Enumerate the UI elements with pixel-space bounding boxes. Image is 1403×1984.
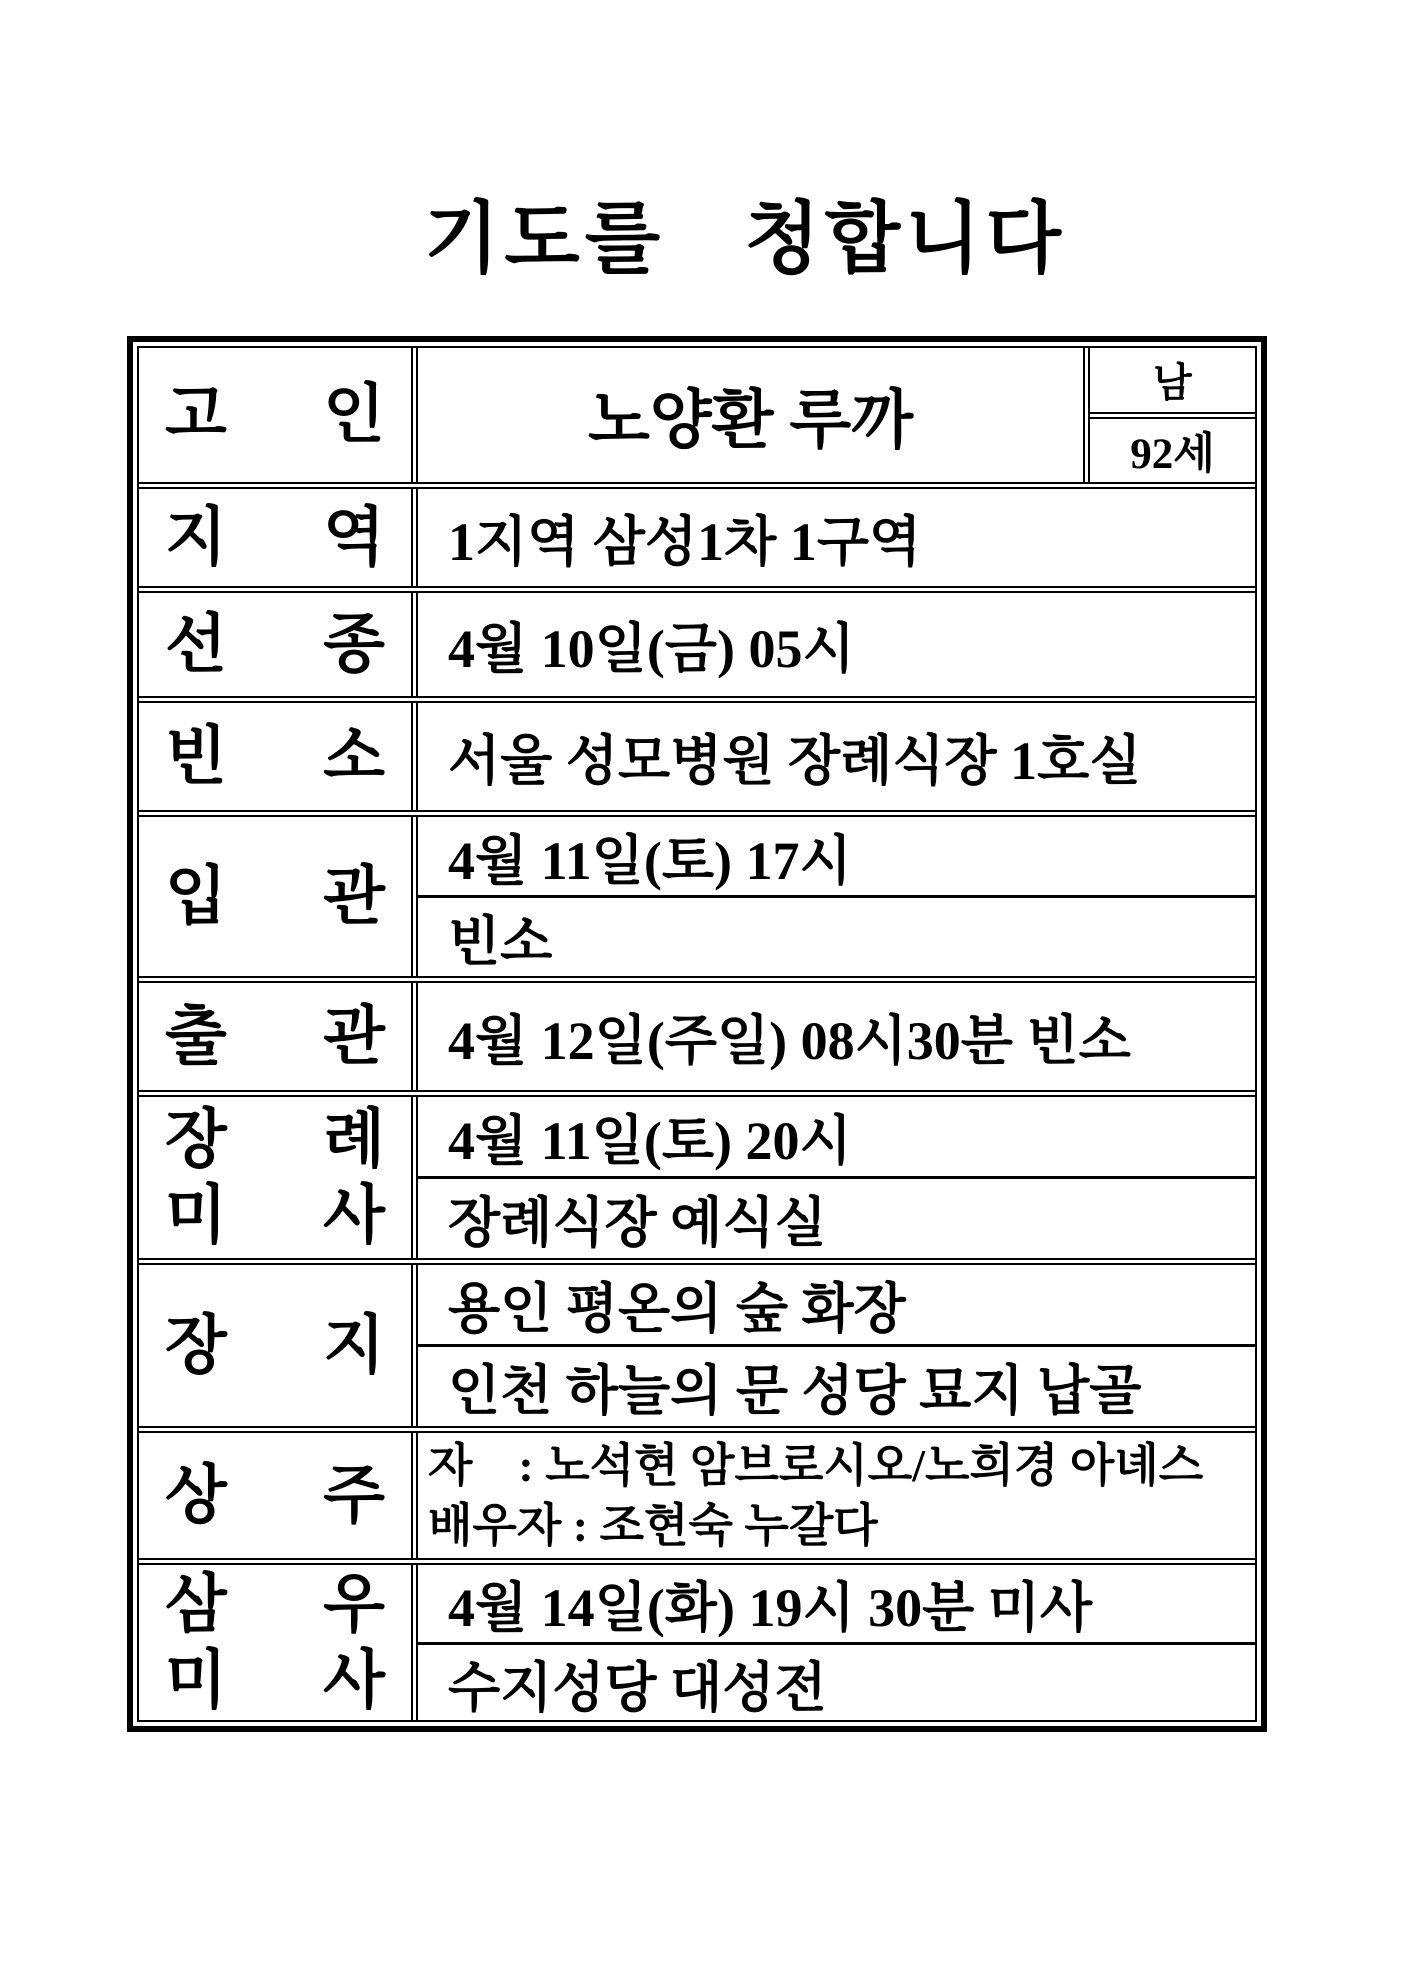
label-char: 고	[165, 379, 227, 451]
funeral-mass-label-line1	[165, 1104, 385, 1176]
burial-site-values	[418, 1265, 1255, 1426]
funeral-mass-label-line2	[165, 1179, 385, 1251]
row-third-day-mass	[139, 1558, 1255, 1720]
mourners-label	[165, 1459, 385, 1531]
label-char: 빈	[165, 720, 227, 792]
label-char: 선	[165, 608, 227, 680]
row-death	[139, 586, 1255, 696]
row-funeral-mass	[139, 1090, 1255, 1258]
third-day-mass-label-line2	[165, 1644, 385, 1716]
deceased-name: 노양환 루까	[587, 385, 914, 456]
deceased-gender: 남	[1153, 360, 1192, 406]
burial-site-label-cell	[139, 1265, 418, 1426]
label-char: 소	[323, 720, 385, 792]
notice-table	[137, 346, 1257, 1722]
label-char: 역	[323, 501, 385, 573]
notice-table-frame	[127, 336, 1267, 1732]
procession-value: 4월 12일(주일) 08시30분 빈소	[448, 1011, 1131, 1071]
label-char: 삼	[165, 1569, 227, 1641]
label-char: 장	[165, 1309, 227, 1381]
deceased-age: 92세	[1090, 412, 1255, 483]
label-char: 종	[323, 608, 385, 680]
encoffin-time: 4월 11일(토) 17시	[448, 830, 852, 891]
third-day-mass-place: 수지성당 대성전	[418, 1642, 1255, 1722]
third-day-mass-label-line1	[165, 1569, 385, 1641]
label-char: 례	[323, 1104, 385, 1176]
encoffin-label-cell	[139, 817, 418, 976]
mourners-value-cell	[418, 1433, 1255, 1558]
mourners-spouse: 배우자 : 조현숙 누갈다	[428, 1499, 878, 1551]
mortuary-label	[165, 720, 385, 792]
label-char: 우	[323, 1569, 385, 1641]
row-mortuary	[139, 696, 1255, 810]
label-char: 출	[165, 1000, 227, 1072]
burial-site-ossuary: 인천 하늘의 문 성당 묘지 납골	[418, 1344, 1255, 1426]
label-char: 상	[165, 1459, 227, 1531]
deceased-label-cell	[139, 348, 418, 482]
funeral-mass-place: 장례식장 예식실	[418, 1176, 1255, 1258]
third-day-mass-values	[418, 1565, 1255, 1720]
procession-label	[165, 1000, 385, 1072]
label-char: 사	[323, 1179, 385, 1251]
encoffin-label	[165, 860, 385, 932]
row-procession	[139, 976, 1255, 1090]
region-label	[165, 501, 385, 573]
deceased-label	[165, 379, 385, 451]
label-char: 주	[323, 1459, 385, 1531]
procession-label-cell	[139, 983, 418, 1090]
row-deceased	[139, 348, 1255, 482]
label-char: 미	[165, 1179, 227, 1251]
region-value: 1지역 삼성1차 1구역	[448, 512, 922, 572]
third-day-mass-time: 4월 14일(화) 19시 30분 미사	[448, 1578, 1093, 1638]
third-day-mass-label-cell	[139, 1565, 418, 1720]
label-char: 미	[165, 1644, 227, 1716]
encoffin-values	[418, 817, 1255, 976]
mortuary-label-cell	[139, 703, 418, 810]
mortuary-value: 서울 성모병원 장례식장 1호실	[448, 731, 1142, 791]
burial-site-label	[165, 1309, 385, 1381]
label-char: 입	[165, 860, 227, 932]
death-value: 4월 10일(금) 05시	[448, 619, 855, 679]
row-region	[139, 482, 1255, 586]
death-label-cell	[139, 593, 418, 696]
burial-site-cremation: 용인 평온의 숲 화장	[448, 1279, 906, 1339]
death-label	[165, 608, 385, 680]
label-char: 관	[323, 1000, 385, 1072]
row-encoffin	[139, 810, 1255, 976]
row-mourners	[139, 1426, 1255, 1558]
label-char: 지	[323, 1309, 385, 1381]
label-char: 인	[323, 379, 385, 451]
funeral-mass-values	[418, 1097, 1255, 1258]
region-label-cell	[139, 489, 418, 586]
encoffin-place: 빈소	[418, 895, 1255, 976]
mourners-children: 자 : 노석현 암브로시오/노희경 아녜스	[428, 1439, 1204, 1491]
funeral-mass-time: 4월 11일(토) 20시	[448, 1111, 852, 1171]
funeral-mass-label-cell	[139, 1097, 418, 1258]
deceased-gender-age-column	[1083, 348, 1255, 482]
label-char: 지	[165, 501, 227, 573]
label-char: 사	[323, 1644, 385, 1716]
page-title: 기도를 청합니다	[424, 195, 1066, 282]
row-burial-site	[139, 1258, 1255, 1426]
mourners-label-cell	[139, 1433, 418, 1558]
label-char: 관	[323, 860, 385, 932]
label-char: 장	[165, 1104, 227, 1176]
